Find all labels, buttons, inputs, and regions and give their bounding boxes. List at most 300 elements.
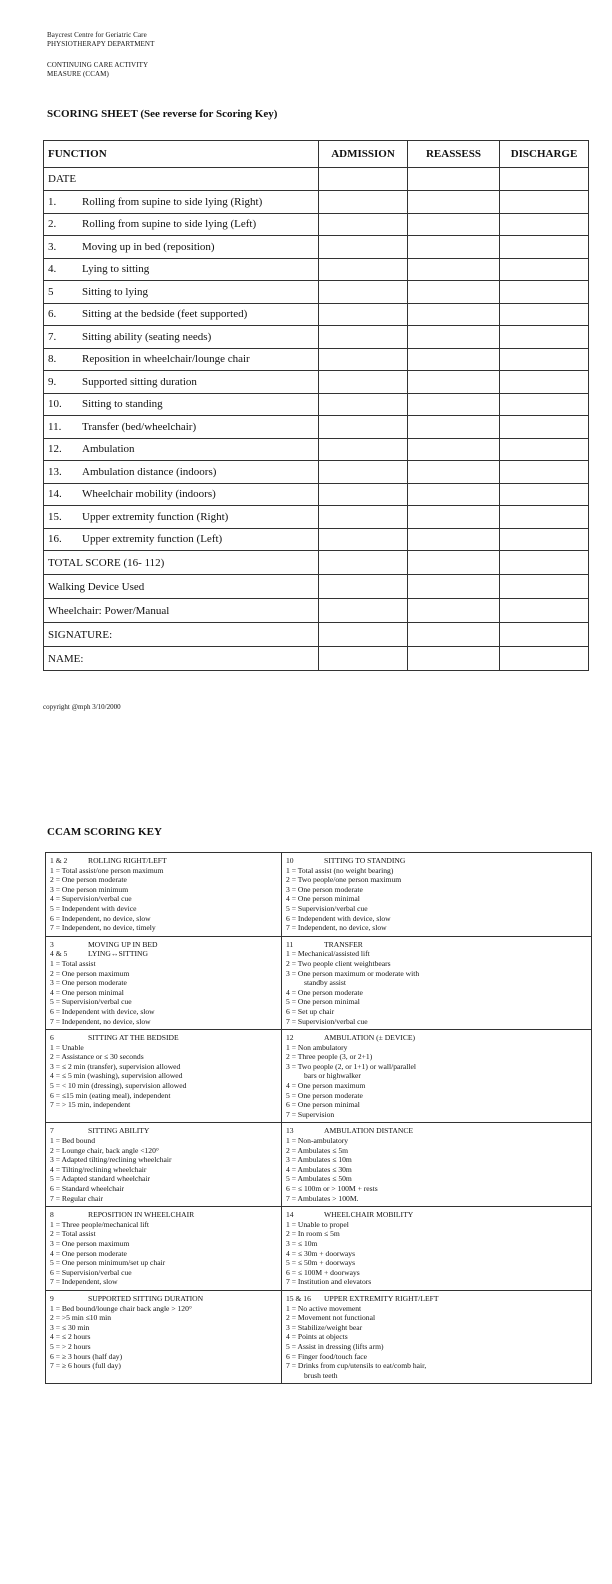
col-admission: ADMISSION <box>319 141 408 168</box>
key-block <box>282 1207 592 1291</box>
key-item-number: 10 <box>286 856 294 865</box>
name-label: NAME: <box>44 647 319 671</box>
key-block <box>46 1030 282 1123</box>
key-scale-line: 4 = One person minimal <box>286 894 360 904</box>
key-scale-line: 7 = Institution and elevators <box>286 1277 372 1287</box>
score-cell-reassess[interactable] <box>408 506 500 529</box>
function-cell <box>44 461 319 484</box>
measure-header <box>47 61 148 79</box>
entry-cell-reassess[interactable] <box>408 623 500 647</box>
entry-cell-reassess[interactable] <box>408 647 500 671</box>
key-scale-line: 5 = One person minimal <box>286 997 360 1007</box>
key-scale-line: 4 = One person maximum <box>286 1081 366 1091</box>
key-scale-line: 2 = Movement not functional <box>286 1313 376 1323</box>
col-discharge: DISCHARGE <box>500 141 589 168</box>
copyright-note: copyright @mph 3/10/2000 <box>43 703 121 711</box>
signature-label: SIGNATURE: <box>44 623 319 647</box>
item-label: Rolling from supine to side lying (Right) <box>82 195 263 208</box>
header-row <box>44 141 589 168</box>
key-scale-line: 1 = Three people/mechanical lift <box>50 1219 150 1229</box>
function-cell <box>44 281 319 304</box>
function-row <box>44 281 589 304</box>
entry-cell-discharge[interactable] <box>500 551 589 575</box>
key-item-number: 12 <box>286 1033 294 1043</box>
score-cell-admission[interactable] <box>319 416 408 439</box>
key-item-number: 6 <box>50 1033 54 1043</box>
function-cell <box>44 416 319 439</box>
entry-cell-discharge[interactable] <box>500 623 589 647</box>
col-function: FUNCTION <box>44 141 319 168</box>
key-scale-line: 7 = ≥ 6 hours (full day) <box>50 1361 121 1371</box>
scoring-sheet-title: SCORING SHEET (See reverse for Scoring Key) <box>47 108 278 120</box>
key-block-heading <box>286 1210 586 1220</box>
function-row <box>44 371 589 394</box>
item-label: Upper extremity function (Left) <box>82 533 223 546</box>
key-scale-line: 6 = Independent with device, slow <box>50 1006 155 1016</box>
key-block-heading <box>286 1294 586 1304</box>
item-number: 12. <box>48 443 62 456</box>
score-cell-admission[interactable] <box>319 281 408 304</box>
item-label: Sitting to lying <box>82 285 149 298</box>
function-row <box>44 416 589 439</box>
score-cell-admission[interactable] <box>319 528 408 551</box>
entry-cell-discharge[interactable] <box>500 647 589 671</box>
key-item-title: MOVING UP IN BED <box>88 939 158 949</box>
entry-cell-reassess[interactable] <box>408 551 500 575</box>
item-label: Ambulation <box>82 443 135 456</box>
key-block <box>282 1030 592 1123</box>
entry-cell-reassess[interactable] <box>408 599 500 623</box>
function-row <box>44 393 589 416</box>
key-scale-line: 1 = Bed bound <box>50 1136 95 1146</box>
scoring-sheet-table <box>43 140 589 671</box>
date-discharge-cell[interactable] <box>500 168 589 191</box>
key-item-title: AMBULATION DISTANCE <box>324 1126 414 1136</box>
key-scale-line: 7 = Independent, slow <box>50 1277 118 1287</box>
key-scale-line: 4 = Supervision/verbal cue <box>50 894 132 904</box>
key-scale-line: 7 = > 15 min, independent <box>50 1100 131 1110</box>
score-cell-admission[interactable] <box>319 506 408 529</box>
key-scale-line: 1 = Non-ambulatory <box>286 1136 349 1146</box>
date-reassess-cell[interactable] <box>408 168 500 191</box>
key-scale-line: 3 = Ambulates ≤ 10m <box>286 1155 352 1165</box>
key-item-title: SITTING AT THE BEDSIDE <box>88 1033 179 1043</box>
key-scale-line: 3 = One person moderate <box>286 884 363 894</box>
key-scale-line: 3 = ≤ 10m <box>286 1238 318 1248</box>
key-scale-line: 1 = Total assist (no weight bearing) <box>286 865 394 875</box>
item-number: 7. <box>48 330 57 343</box>
score-cell-reassess[interactable] <box>408 326 500 349</box>
entry-cell-admission[interactable] <box>319 623 408 647</box>
entry-cell-admission[interactable] <box>319 599 408 623</box>
function-row <box>44 213 589 236</box>
score-cell-admission[interactable] <box>319 236 408 259</box>
function-cell <box>44 506 319 529</box>
item-number: 3. <box>48 240 57 253</box>
key-block-heading <box>50 1033 276 1043</box>
entry-cell-reassess[interactable] <box>408 575 500 599</box>
key-scale-line: 5 = Adapted standard wheelchair <box>50 1174 151 1184</box>
key-item-number: 15 & 16 <box>286 1293 311 1303</box>
entry-cell-admission[interactable] <box>319 551 408 575</box>
key-scale-line: 3 = ≤ 2 min (transfer), supervision allowed <box>50 1061 181 1071</box>
function-cell <box>44 213 319 236</box>
key-block-heading <box>50 1126 276 1136</box>
key-row <box>46 1290 592 1383</box>
score-cell-discharge[interactable] <box>500 258 589 281</box>
key-block-heading <box>286 856 586 866</box>
key-block <box>282 936 592 1029</box>
function-cell <box>44 258 319 281</box>
signature-row <box>44 623 589 647</box>
function-cell <box>44 371 319 394</box>
key-item-title: TRANSFER <box>324 939 363 949</box>
key-row <box>46 1123 592 1207</box>
key-item-number: 3 <box>50 939 54 949</box>
key-block <box>46 853 282 937</box>
key-scale-line: bars or highwalker <box>304 1071 361 1081</box>
key-item-title: ROLLING RIGHT/LEFT <box>88 856 167 865</box>
key-scale-line: 1 = Unable <box>50 1042 84 1052</box>
key-row <box>46 1030 592 1123</box>
key-block-heading <box>50 949 276 959</box>
function-cell <box>44 348 319 371</box>
entry-cell-discharge[interactable] <box>500 575 589 599</box>
key-scale-line: 5 = Supervision/verbal cue <box>50 997 132 1007</box>
score-cell-admission[interactable] <box>319 371 408 394</box>
key-block <box>282 1123 592 1207</box>
item-label: Sitting ability (seating needs) <box>82 330 212 343</box>
scoring-key-title: CCAM SCORING KEY <box>47 826 162 838</box>
key-row <box>46 936 592 1029</box>
key-block <box>46 1207 282 1291</box>
key-scale-line: 7 = Supervision <box>286 1109 335 1119</box>
item-label: Moving up in bed (reposition) <box>82 240 215 253</box>
function-cell <box>44 191 319 214</box>
function-cell <box>44 393 319 416</box>
item-number: 2. <box>48 218 57 231</box>
key-scale-line: 4 = One person minimal <box>50 987 124 997</box>
key-scale-line: 5 = One person minimum/set up chair <box>50 1258 166 1268</box>
key-scale-line: 6 = ≥ 3 hours (half day) <box>50 1351 123 1361</box>
key-scale-line: standby assist <box>304 978 346 988</box>
key-scale-line: 7 = Drinks from cup/utensils to eat/comb hair, <box>286 1361 427 1371</box>
item-label: Transfer (bed/wheelchair) <box>82 420 197 433</box>
entry-cell-admission[interactable] <box>319 647 408 671</box>
score-cell-admission[interactable] <box>319 326 408 349</box>
score-cell-reassess[interactable] <box>408 393 500 416</box>
key-scale-line: 6 = Supervision/verbal cue <box>50 1267 132 1277</box>
key-scale-line: 2 = >5 min ≤10 min <box>50 1313 112 1323</box>
key-item-number: 1 & 2 <box>50 856 68 865</box>
score-cell-discharge[interactable] <box>500 371 589 394</box>
key-scale-line: 4 = One person moderate <box>286 987 363 997</box>
function-row <box>44 303 589 326</box>
key-row <box>46 1207 592 1291</box>
score-cell-reassess[interactable] <box>408 461 500 484</box>
score-cell-reassess[interactable] <box>408 416 500 439</box>
function-row <box>44 506 589 529</box>
key-scale-line: 3 = One person maximum <box>50 1238 130 1248</box>
key-scale-line: 6 = One person minimal <box>286 1100 360 1110</box>
function-cell <box>44 236 319 259</box>
score-cell-reassess[interactable] <box>408 438 500 461</box>
key-scale-line: 2 = Two people client weightbears <box>286 958 391 968</box>
item-number: 5 <box>48 285 54 298</box>
score-cell-discharge[interactable] <box>500 348 589 371</box>
key-scale-line: 2 = Assistance or ≤ 30 seconds <box>50 1052 144 1062</box>
key-scale-line: 6 = ≤ 100m or > 100M + rests <box>286 1184 378 1193</box>
institution-header <box>47 31 154 49</box>
entry-cell-admission[interactable] <box>319 575 408 599</box>
item-label: Ambulation distance (indoors) <box>82 465 217 478</box>
score-cell-discharge[interactable] <box>500 326 589 349</box>
key-scale-line: 2 = Lounge chair, back angle <120° <box>50 1145 159 1155</box>
date-admission-cell[interactable] <box>319 168 408 191</box>
item-number: 14. <box>48 488 62 501</box>
key-scale-line: 7 = Independent, no device, slow <box>50 1016 151 1026</box>
item-number: 10. <box>48 398 62 411</box>
function-row <box>44 438 589 461</box>
key-item-number: 9 <box>50 1293 54 1303</box>
score-cell-reassess[interactable] <box>408 348 500 371</box>
key-scale-line: 5 = Ambulates ≤ 50m <box>286 1174 352 1184</box>
key-item-title: WHEELCHAIR MOBILITY <box>324 1210 414 1220</box>
key-scale-line: brush teeth <box>304 1370 338 1380</box>
score-cell-reassess[interactable] <box>408 528 500 551</box>
item-label: Sitting to standing <box>82 398 163 411</box>
measure-name-line1: CONTINUING CARE ACTIVITY <box>47 61 149 69</box>
org-name: Baycrest Centre for Geriatric Care <box>47 31 147 39</box>
key-scale-line: 7 = Supervision/verbal cue <box>286 1016 368 1026</box>
key-scale-line: 5 = < 10 min (dressing), supervision allowed <box>50 1081 187 1091</box>
item-label: Upper extremity function (Right) <box>82 510 229 523</box>
item-label: Rolling from supine to side lying (Left) <box>82 218 257 231</box>
key-scale-line: 5 = ≤ 50m + doorways <box>286 1258 356 1268</box>
col-reassess: REASSESS <box>408 141 500 168</box>
key-block-heading <box>50 1210 276 1220</box>
score-cell-reassess[interactable] <box>408 303 500 326</box>
key-item-title: LYING↔SITTING <box>88 949 148 959</box>
key-item-title: SITTING ABILITY <box>88 1126 150 1136</box>
key-scale-line: 2 = Two people/one person maximum <box>286 875 402 885</box>
key-scale-line: 2 = Ambulates ≤ 5m <box>286 1145 349 1155</box>
key-scale-line: 7 = Ambulates > 100M. <box>286 1193 359 1203</box>
key-scale-line: 3 = Two people (2, or 1+1) or wall/parallel <box>286 1061 416 1071</box>
score-cell-discharge[interactable] <box>500 461 589 484</box>
scoring-key-table <box>45 852 592 1384</box>
item-number: 11. <box>48 420 62 433</box>
function-row <box>44 528 589 551</box>
name-row <box>44 647 589 671</box>
key-scale-line: 6 = ≤15 min (eating meal), independent <box>50 1090 171 1100</box>
wheelchair-type-row <box>44 599 589 623</box>
key-scale-line: 6 = Finger food/touch face <box>286 1351 368 1361</box>
item-number: 16. <box>48 533 62 546</box>
walking-device-label: Walking Device Used <box>44 575 319 599</box>
key-scale-line: 7 = Independent, no device, timely <box>50 923 156 933</box>
item-number: 1. <box>48 195 57 208</box>
key-scale-line: 5 = > 2 hours <box>50 1341 91 1351</box>
measure-name-line2: MEASURE (CCAM) <box>47 70 109 78</box>
item-number: 8. <box>48 353 57 366</box>
function-cell <box>44 438 319 461</box>
score-cell-admission[interactable] <box>319 483 408 506</box>
score-cell-reassess[interactable] <box>408 371 500 394</box>
item-label: Lying to sitting <box>82 263 150 276</box>
key-item-number: 13 <box>286 1126 294 1136</box>
key-block-heading <box>50 856 276 866</box>
key-block <box>46 1290 282 1383</box>
key-item-title: UPPER EXTREMITY RIGHT/LEFT <box>324 1293 439 1303</box>
score-cell-discharge[interactable] <box>500 528 589 551</box>
key-item-title: AMBULATION (± DEVICE) <box>324 1033 416 1043</box>
item-label: Supported sitting duration <box>82 375 197 388</box>
score-cell-discharge[interactable] <box>500 416 589 439</box>
item-number: 13. <box>48 465 62 478</box>
item-number: 6. <box>48 308 57 321</box>
score-cell-admission[interactable] <box>319 438 408 461</box>
score-cell-reassess[interactable] <box>408 258 500 281</box>
key-scale-line: 6 = ≤ 100M + doorways <box>286 1267 360 1277</box>
item-label: Sitting at the bedside (feet supported) <box>82 308 248 321</box>
key-scale-line: 4 = One person moderate <box>50 1248 127 1258</box>
function-row <box>44 258 589 281</box>
key-block-heading <box>50 1294 276 1304</box>
key-item-number: 11 <box>286 939 294 949</box>
key-row <box>46 853 592 937</box>
function-row <box>44 326 589 349</box>
score-cell-discharge[interactable] <box>500 438 589 461</box>
key-scale-line: 5 = Independent with device <box>50 903 137 913</box>
key-item-title: SUPPORTED SITTING DURATION <box>88 1293 204 1303</box>
date-label: DATE <box>44 168 319 191</box>
score-cell-discharge[interactable] <box>500 281 589 304</box>
date-row <box>44 168 589 191</box>
key-scale-line: 4 = Ambulates ≤ 30m <box>286 1164 352 1174</box>
key-scale-line: 4 = ≤ 5 min (washing), supervision allowed <box>50 1071 183 1081</box>
key-block <box>282 853 592 937</box>
walking-device-row <box>44 575 589 599</box>
key-item-number: 7 <box>50 1126 54 1136</box>
total-score-label: TOTAL SCORE (16- 112) <box>44 551 319 575</box>
key-scale-line: 5 = Assist in dressing (lifts arm) <box>286 1341 384 1351</box>
key-item-title: SITTING TO STANDING <box>324 856 406 865</box>
score-cell-admission[interactable] <box>319 461 408 484</box>
score-cell-discharge[interactable] <box>500 303 589 326</box>
key-scale-line: 1 = Total assist/one person maximum <box>50 865 164 875</box>
key-scale-line: 3 = ≤ 30 min <box>50 1322 90 1332</box>
key-scale-line: 2 = One person maximum <box>50 968 130 978</box>
key-scale-line: 2 = One person moderate <box>50 875 127 885</box>
key-scale-line: 5 = Supervision/verbal cue <box>286 903 368 913</box>
function-row <box>44 461 589 484</box>
key-scale-line: 7 = Regular chair <box>50 1193 103 1203</box>
total-score-row <box>44 551 589 575</box>
score-cell-discharge[interactable] <box>500 393 589 416</box>
score-cell-reassess[interactable] <box>408 213 500 236</box>
function-cell <box>44 483 319 506</box>
key-block <box>282 1290 592 1383</box>
key-item-number: 4 & 5 <box>50 949 68 959</box>
score-cell-reassess[interactable] <box>408 281 500 304</box>
score-cell-discharge[interactable] <box>500 213 589 236</box>
item-label: Reposition in wheelchair/lounge chair <box>82 353 250 366</box>
key-scale-line: 5 = One person moderate <box>286 1090 363 1100</box>
score-cell-reassess[interactable] <box>408 236 500 259</box>
item-label: Wheelchair mobility (indoors) <box>82 488 216 501</box>
key-scale-line: 6 = Independent with device, slow <box>286 913 391 923</box>
key-scale-line: 6 = Standard wheelchair <box>50 1184 125 1193</box>
function-row <box>44 236 589 259</box>
key-scale-line: 2 = Three people (3, or 2+1) <box>286 1052 373 1062</box>
score-cell-discharge[interactable] <box>500 506 589 529</box>
score-cell-admission[interactable] <box>319 191 408 214</box>
key-scale-line: 4 = Tilting/reclining wheelchair <box>50 1164 147 1174</box>
key-scale-line: 1 = Total assist <box>50 958 96 968</box>
key-scale-line: 3 = Stabilize/weight bear <box>286 1322 363 1332</box>
key-item-number: 8 <box>50 1210 54 1220</box>
key-scale-line: 1 = Unable to propel <box>286 1219 349 1229</box>
key-block-heading <box>286 1033 586 1043</box>
function-cell <box>44 326 319 349</box>
key-block-heading <box>286 940 586 950</box>
item-number: 15. <box>48 510 62 523</box>
score-cell-admission[interactable] <box>319 258 408 281</box>
key-scale-line: 6 = Independent, no device, slow <box>50 913 151 923</box>
score-cell-reassess[interactable] <box>408 483 500 506</box>
score-cell-admission[interactable] <box>319 213 408 236</box>
department-name: PHYSIOTHERAPY DEPARTMENT <box>47 40 155 48</box>
key-scale-line: 3 = One person moderate <box>50 978 127 988</box>
key-scale-line: 4 = Points at objects <box>286 1332 348 1342</box>
key-scale-line: 4 = ≤ 30m + doorways <box>286 1248 356 1258</box>
function-row <box>44 348 589 371</box>
key-block-heading <box>50 940 276 950</box>
key-item-number: 14 <box>286 1210 294 1220</box>
score-cell-admission[interactable] <box>319 348 408 371</box>
function-row <box>44 191 589 214</box>
key-scale-line: 3 = One person minimum <box>50 884 129 894</box>
key-scale-line: 7 = Independent, no device, slow <box>286 923 387 933</box>
score-cell-admission[interactable] <box>319 393 408 416</box>
key-item-title: REPOSITION IN WHEELCHAIR <box>88 1210 195 1220</box>
key-scale-line: 4 = ≤ 2 hours <box>50 1332 91 1342</box>
score-cell-discharge[interactable] <box>500 483 589 506</box>
key-scale-line: 1 = No active movement <box>286 1303 362 1313</box>
key-scale-line: 3 = Adapted tilting/reclining wheelchair <box>50 1155 172 1165</box>
key-scale-line: 2 = In room ≤ 5m <box>286 1229 340 1239</box>
entry-cell-discharge[interactable] <box>500 599 589 623</box>
wheelchair-type-label: Wheelchair: Power/Manual <box>44 599 319 623</box>
key-block <box>46 936 282 1029</box>
key-scale-line: 1 = Mechanical/assisted lift <box>286 949 370 959</box>
score-cell-discharge[interactable] <box>500 236 589 259</box>
key-block <box>46 1123 282 1207</box>
function-cell <box>44 303 319 326</box>
score-cell-admission[interactable] <box>319 303 408 326</box>
function-row <box>44 483 589 506</box>
score-cell-discharge[interactable] <box>500 191 589 214</box>
item-number: 9. <box>48 375 57 388</box>
key-scale-line: 1 = Bed bound/lounge chair back angle > 120° <box>50 1303 192 1313</box>
key-scale-line: 2 = Total assist <box>50 1229 96 1239</box>
function-cell <box>44 528 319 551</box>
item-number: 4. <box>48 263 57 276</box>
score-cell-reassess[interactable] <box>408 191 500 214</box>
key-block-heading <box>286 1126 586 1136</box>
key-scale-line: 1 = Non ambulatory <box>286 1042 348 1052</box>
